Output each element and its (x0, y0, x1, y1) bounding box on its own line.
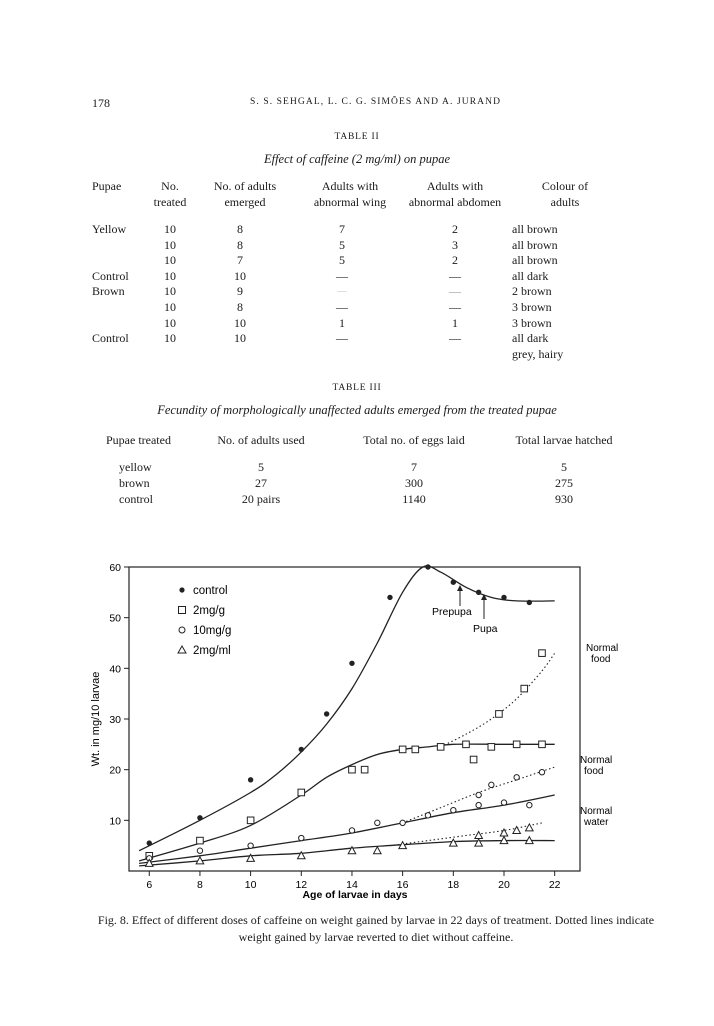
table2-cell: all dark (512, 331, 549, 345)
table3-cell: yellow (119, 460, 152, 474)
table3-header: No. of adults used (217, 433, 305, 447)
table2-cell: 2 brown (512, 284, 552, 298)
y-tick-label: 10 (109, 815, 121, 828)
x-axis-label: Age of larvae in days (302, 889, 408, 901)
table2-cell: 8 (237, 222, 243, 236)
data-point-2mg-ml-normal-water (526, 824, 534, 831)
table2-header-no: No. (161, 179, 179, 193)
table2-cell: 10 (234, 269, 246, 283)
data-point-10mg-g (501, 800, 506, 805)
data-point-10mg-g (400, 820, 405, 825)
x-tick-label: 8 (197, 879, 203, 891)
table3-cell: 1140 (402, 492, 426, 506)
data-point-2mg-g (463, 741, 470, 748)
table2-cell: 2 (452, 222, 458, 236)
legend-label: control (193, 585, 228, 597)
legend-item-control (179, 585, 227, 597)
table2-label: TABLE II (334, 132, 380, 142)
data-point-2mg-g (349, 766, 356, 773)
page-number: 178 (92, 96, 110, 110)
y-tick-label: 20 (109, 764, 121, 777)
table2-cell: Yellow (92, 222, 127, 236)
data-point-2mg-g (247, 817, 254, 824)
data-point-10mg-g (349, 828, 354, 833)
data-point-2mg-g-normal-food (470, 756, 477, 763)
y-tick-label: 40 (109, 663, 121, 676)
table2-cell: 3 (452, 238, 458, 252)
data-point-2mg-g (298, 789, 305, 796)
data-point-10mg-g (375, 820, 380, 825)
table2-cell: 1 (339, 316, 345, 330)
table2-cell: 10 (164, 222, 176, 236)
table3-cell: 300 (405, 476, 423, 490)
data-point-10mg-g (527, 802, 532, 807)
data-point-control (324, 711, 329, 716)
table3-cell: 275 (555, 476, 573, 490)
table2-cell: — (336, 331, 348, 345)
table2-cell: 7 (237, 253, 243, 267)
data-point-10mg-g (197, 848, 202, 853)
table2-cell: — (449, 300, 461, 314)
figure-caption: Fig. 8. Effect of different doses of caffeine on weight gained by larvae in 22 days of treatment. Dotted lines indicate weight gained by larvae reverted to diet without caffeine. (97, 913, 655, 944)
legend-label: 10mg/g (193, 625, 232, 637)
table2-cell: 5 (339, 238, 345, 252)
table2-cell: 2 (452, 253, 458, 267)
table3-title: Fecundity of morphologically unaffected adults emerged from the treated pupae (157, 403, 557, 417)
table2-cell: 9 (237, 284, 243, 298)
table2-header-abdomen: Adults with (426, 179, 484, 193)
data-point-control (387, 595, 392, 600)
x-tick-label: 20 (498, 879, 510, 891)
series-line-2mg-g-normal-food (441, 653, 555, 747)
annotation-text: food (584, 766, 604, 777)
data-point-2mg-g (361, 766, 368, 773)
table3-cell: 20 pairs (241, 492, 281, 506)
table2-cell: 10 (164, 253, 176, 267)
table2-cell: 3 brown (512, 300, 552, 314)
data-point-control (248, 777, 253, 782)
data-point-2mg-ml (475, 839, 483, 846)
data-point-10mg-g-normal-food (539, 770, 544, 775)
legend (178, 585, 231, 657)
data-point-2mg-g (488, 744, 495, 751)
data-point-2mg-ml-normal-water (475, 832, 483, 839)
table3-cell: 5 (258, 460, 264, 474)
annotation-text: water (584, 817, 609, 828)
table2-header-pupae: Pupae (92, 179, 122, 193)
table2-cell: Control (92, 269, 129, 283)
table2-cell: 10 (164, 238, 176, 252)
table2-cell: 5 (339, 253, 345, 267)
table2-cell: 1 (452, 316, 458, 330)
data-point-2mg-g (412, 746, 419, 753)
table2-title: Effect of caffeine (2 mg/ml) on pupae (263, 152, 451, 166)
data-point-10mg-g-normal-food (489, 782, 494, 787)
data-point-control (299, 747, 304, 752)
table2-cell: — (336, 269, 348, 283)
table3-cell: 27 (255, 476, 267, 490)
table2-cell: — (449, 284, 461, 298)
data-point-control (425, 564, 430, 569)
table2-header-emerged-2: emerged (224, 195, 266, 209)
annotation-text: Pupa (473, 623, 498, 635)
table2-header-emerged: No. of adults (213, 179, 277, 193)
table2-cell: 10 (164, 316, 176, 330)
data-point-control (147, 840, 152, 845)
table2-cell: 7 (339, 222, 345, 236)
table2-cell: grey, hairy (512, 347, 564, 361)
legend-item-10mg-g (179, 625, 231, 637)
table2-header-colour-2: adults (550, 195, 580, 209)
table3-cell: brown (119, 476, 150, 490)
table2-header-wing: Adults with (321, 179, 379, 193)
table2-cell: Brown (92, 284, 125, 298)
data-point-control (451, 580, 456, 585)
table2-cell: all brown (512, 238, 558, 252)
data-point-2mg-ml-normal-water (513, 826, 521, 833)
data-point-10mg-g-normal-food (476, 792, 481, 797)
legend-label: 2mg/ml (193, 645, 231, 657)
table2-cell: 10 (234, 331, 246, 345)
table2-cell: all brown (512, 222, 558, 236)
table2-cell: 10 (234, 316, 246, 330)
data-point-10mg-g (425, 813, 430, 818)
data-point-control (476, 590, 481, 595)
table2-cell: — (337, 286, 347, 296)
table2-header-abdomen-2: abnormal abdomen (408, 195, 502, 209)
legend-label: 2mg/g (193, 605, 225, 617)
data-point-2mg-g-normal-food (539, 650, 546, 657)
figure-8-chart (0, 555, 714, 910)
annotation-prepupa (432, 585, 472, 618)
table2-cell: — (449, 269, 461, 283)
data-point-2mg-ml (450, 839, 458, 846)
table2-cell: 8 (237, 300, 243, 314)
x-tick-label: 16 (396, 879, 409, 891)
data-point-2mg-g (513, 741, 520, 748)
table2-cell: 3 brown (512, 316, 552, 330)
data-point-2mg-g (399, 746, 406, 753)
data-point-2mg-ml (374, 847, 382, 854)
data-point-2mg-g (197, 837, 204, 844)
y-tick-label: 60 (109, 562, 121, 574)
data-point-2mg-g (539, 741, 546, 748)
data-point-10mg-g (248, 843, 253, 848)
table2-cell: all dark (512, 269, 549, 283)
table2-cell: Control (92, 331, 129, 345)
data-point-control (197, 815, 202, 820)
data-point-control (501, 595, 506, 600)
table2-header-colour: Colour of (541, 179, 589, 193)
table2-cell: all brown (512, 253, 558, 267)
annotation-text: Normal (580, 806, 613, 817)
y-axis-label: Wt. in mg/10 larvae (90, 671, 102, 767)
table2-cell: 10 (164, 284, 176, 298)
data-point-10mg-g (476, 802, 481, 807)
annotation-text: Normal (580, 755, 613, 766)
table2-cell: — (449, 331, 461, 345)
table2-cell: — (336, 300, 348, 314)
data-point-2mg-g-normal-food (496, 711, 503, 718)
annotation-normal-water (580, 806, 612, 828)
data-point-2mg-ml-normal-water (500, 829, 508, 836)
x-tick-label: 22 (548, 879, 561, 891)
data-point-10mg-g (299, 835, 304, 840)
annotation-normal-food-1 (586, 643, 618, 665)
annotation-text: Prepupa (432, 606, 472, 618)
table3-header: Pupae treated (106, 433, 171, 447)
running-header-authors: S. S. SEHGAL, L. C. G. SIMÕES AND A. JURAND (250, 97, 502, 107)
table2-cell: 10 (164, 300, 176, 314)
data-point-2mg-g-normal-food (521, 685, 528, 692)
annotation-text: Normal (586, 643, 619, 654)
x-tick-label: 6 (146, 879, 153, 891)
legend-item-2mg-ml (178, 645, 231, 657)
table3-label: TABLE III (332, 383, 382, 393)
table3-cell: 930 (555, 492, 573, 506)
legend-item-2mg-g (179, 605, 225, 617)
series-line-2mg-ml-normal-water (390, 823, 542, 846)
annotation-normal-food-2 (580, 755, 612, 777)
x-tick-label: 10 (244, 879, 257, 891)
annotation-pupa (473, 594, 498, 635)
table3-cell: 5 (561, 460, 567, 474)
table2-cell: 10 (164, 331, 176, 345)
data-point-10mg-g (451, 808, 456, 813)
table2-cell: 8 (237, 238, 243, 252)
data-point-2mg-g (437, 744, 444, 751)
y-tick-label: 30 (109, 714, 121, 726)
table3-cell: 7 (411, 460, 417, 474)
x-tick-label: 12 (295, 879, 308, 891)
table2-cell: 10 (164, 269, 176, 283)
table2-header-wing-2: abnormal wing (313, 195, 387, 209)
y-tick-label: 50 (109, 612, 121, 625)
table3-header: Total larvae hatched (515, 433, 613, 447)
x-tick-label: 14 (346, 879, 358, 891)
annotation-text: food (591, 654, 611, 665)
table3-cell: control (119, 492, 153, 506)
table2-header-no-2: treated (153, 195, 187, 209)
data-point-control (349, 661, 354, 666)
table3-header: Total no. of eggs laid (363, 433, 465, 447)
data-point-10mg-g-normal-food (514, 775, 519, 780)
data-point-control (527, 600, 532, 605)
x-tick-label: 18 (447, 879, 460, 891)
